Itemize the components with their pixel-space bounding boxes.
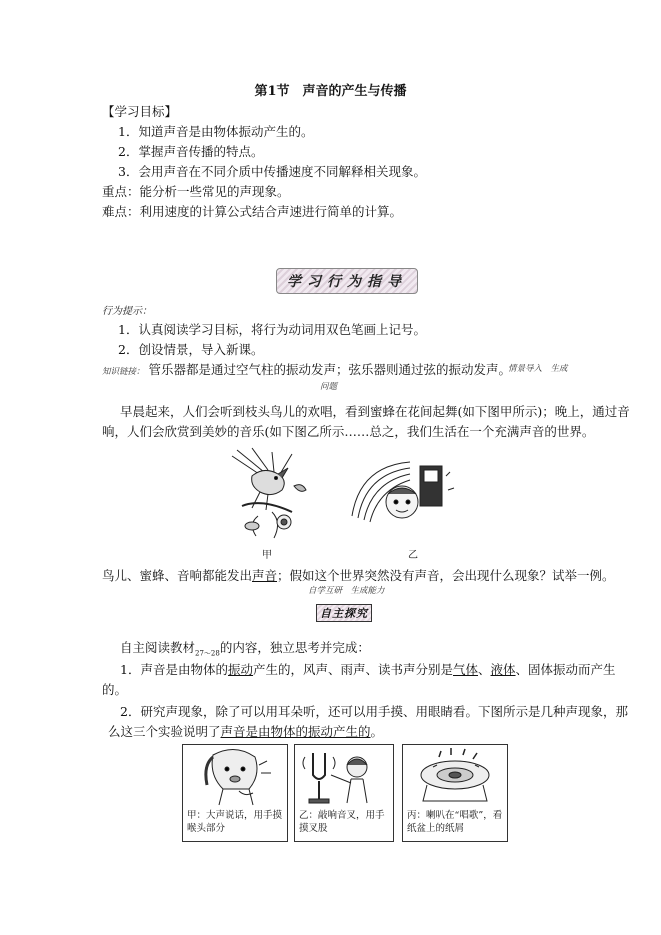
experiment-caption-b: 乙：敲响音叉，用手摸叉股 (299, 810, 385, 834)
intro-line-1: 早晨起来，人们会听到枝头鸟儿的欢唱，看到蜜蜂在花间起舞(如下图甲所示)；晚上，通过音 (120, 404, 630, 419)
objective-item-2: 2．掌握声音传播的特点。 (118, 144, 264, 159)
figure-label-a: 甲 (262, 550, 272, 561)
knowledge-link (102, 360, 511, 378)
item1-answer-gas: 气体 (453, 662, 479, 677)
intro-line-2: 响，人们会欣赏到美妙的音乐(如下图乙所示……总之，我们生活在一个充满声音的世界。 (102, 424, 595, 439)
knowledge-link-text: 管乐器都是通过空气柱的振动发声；弦乐器则通过弦的振动发声。 (148, 362, 512, 377)
item1-answer-liquid: 液体 (490, 662, 516, 677)
experiment-caption-c: 丙：喇叭在“唱歌”，看纸盆上的纸屑 (407, 810, 503, 834)
item1-text-a: 1．声音是由物体的 (120, 662, 228, 677)
self-study-item-1-cont: 的。 (102, 682, 128, 697)
self-study-item-2: 2．研究声现象，除了可以用耳朵听，还可以用手摸、用眼睛看。下图所示是几种声现象，那 (120, 704, 628, 719)
side-note-scene: 情景导入 生成 (508, 364, 568, 374)
question-line (102, 566, 615, 584)
behavior-hint-label: 行为提示： (102, 306, 152, 317)
objective-item-3: 3．会用声音在不同介质中传播速度不同解释相关现象。 (118, 164, 426, 179)
textbook-pages: 27～28 (195, 649, 220, 658)
side-note-question: 问题 (320, 382, 338, 392)
item2-answer: 声音是由物体的振动产生的 (220, 724, 371, 739)
tuning-fork-illustration (295, 745, 393, 807)
item1-text-b: 产生的，风声、雨声、读书声分别是 (252, 662, 453, 677)
self-study-item-2-cont (108, 722, 383, 740)
experiment-figure-b (294, 744, 394, 842)
behavior-item-1: 1．认真阅读学习目标，将行为动词用双色笔画上记号。 (118, 322, 426, 337)
question-suffix: ；假如这个世界突然没有声音，会出现什么现象？试举一例。 (277, 568, 615, 583)
throat-touch-illustration (183, 745, 287, 807)
self-study-box: 自主探究 (316, 604, 372, 622)
key-point: 重点：能分析一些常见的声现象。 (102, 184, 290, 199)
page-title: 第1节 声音的产生与传播 (254, 84, 407, 99)
objective-item-1: 1．知道声音是由物体振动产生的。 (118, 124, 314, 139)
bird-bee-illustration (222, 446, 318, 542)
speaker-paper-illustration (403, 745, 507, 807)
item2-text-pre: 么这三个实验说明了 (108, 724, 221, 739)
question-answer-sound: 声音 (252, 568, 278, 583)
knowledge-link-label: 知识链接： (102, 367, 145, 377)
section-banner: 学习行为指导 (276, 268, 418, 294)
self-study-intro-post: 的内容，独立思考并完成： (219, 640, 370, 655)
figure-label-b: 乙 (408, 550, 418, 561)
self-study-intro-pre: 自主阅读教材 (120, 640, 196, 655)
difficulty-point: 难点：利用速度的计算公式结合声速进行简单的计算。 (102, 204, 403, 219)
experiment-figure-c (402, 744, 508, 842)
item2-text-post: 。 (370, 724, 384, 739)
objectives-heading: 【学习目标】 (102, 104, 178, 119)
item1-text-d: 、固体振动而产生 (515, 662, 616, 677)
self-study-item-1 (120, 660, 616, 678)
self-study-note: 自学互研 生成能力 (308, 586, 385, 596)
experiment-figure-a (182, 744, 288, 842)
item1-answer-vibration: 振动 (227, 662, 253, 677)
experiment-caption-a: 甲：大声说话，用手摸喉头部分 (187, 810, 283, 834)
music-listener-illustration (350, 456, 460, 536)
self-study-intro (120, 638, 370, 659)
item1-text-c: 、 (478, 662, 491, 677)
question-prefix: 鸟儿、蜜蜂、音响都能发出 (102, 568, 253, 583)
behavior-item-2: 2．创设情景，导入新课。 (118, 342, 264, 357)
